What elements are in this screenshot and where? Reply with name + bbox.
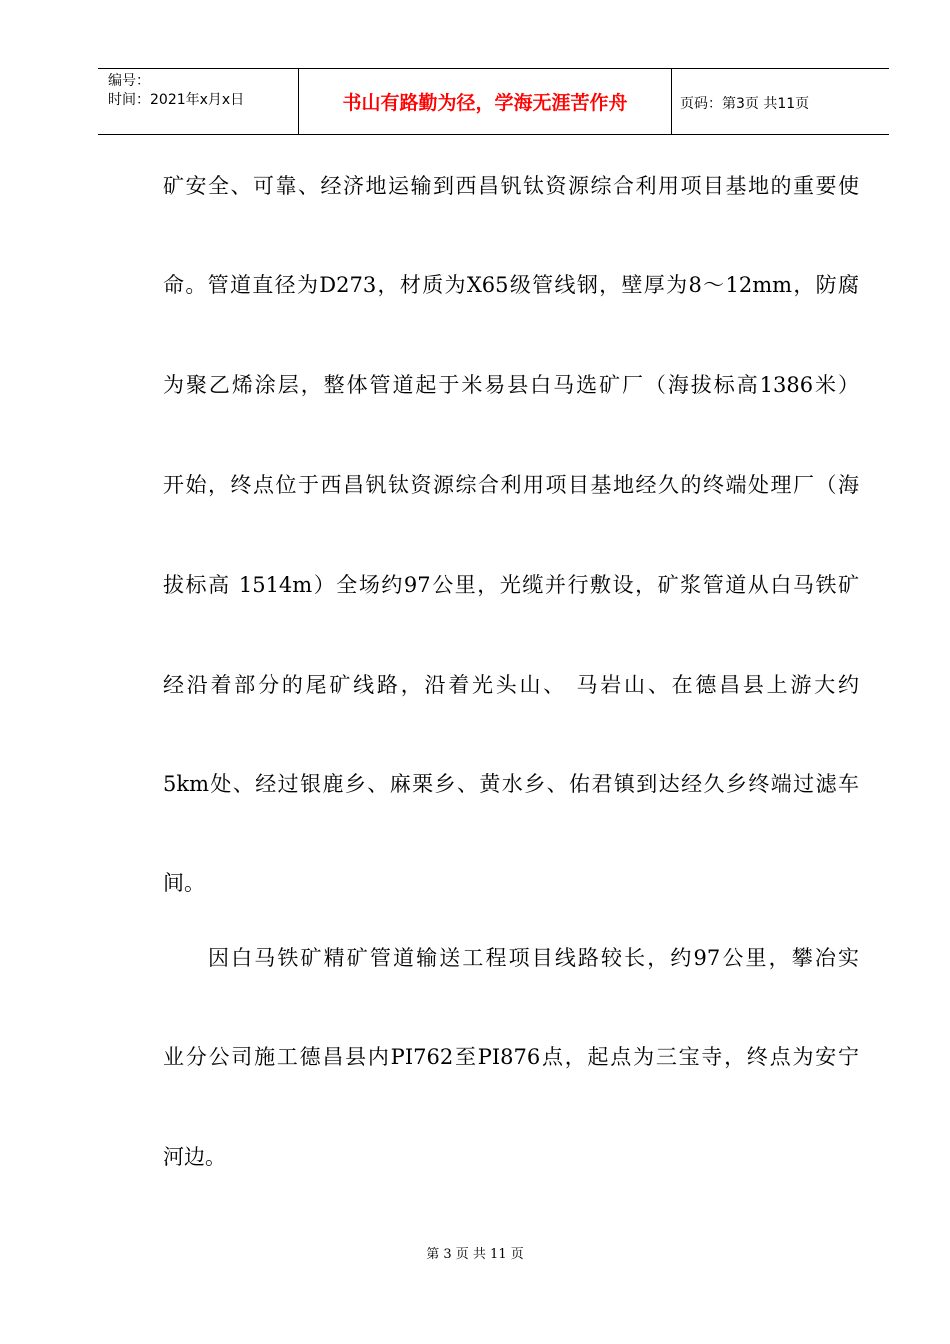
- paragraph-line: 河边。: [163, 1145, 226, 1169]
- document-time-label: 时间：2021年x月x日: [108, 92, 245, 108]
- paragraph-line: 开始，终点位于西昌钒钛资源综合利用项目基地经久的终端处理厂（海: [163, 473, 859, 497]
- paragraph-line: 经沿着部分的尾矿线路，沿着光头山、 马岩山、在德昌县上游大约: [163, 673, 859, 697]
- paragraph-line: 业分公司施工德昌县内PI762至PI876点，起点为三宝寺，终点为安宁: [163, 1045, 859, 1069]
- paragraph-line: 为聚乙烯涂层，整体管道起于米易县白马选矿厂（海拔标高1386米）: [163, 373, 859, 397]
- paragraph-line: 命。管道直径为D273，材质为X65级管线钢，壁厚为8～12mm，防腐: [163, 273, 859, 297]
- document-header: [98, 68, 889, 135]
- paragraph-line: 拔标高 1514m）全场约97公里，光缆并行敷设，矿浆管道从白马铁矿: [163, 573, 859, 597]
- page-footer: 第 3 页 共 11 页: [426, 1247, 524, 1262]
- paragraph-line: 矿安全、可靠、经济地运输到西昌钒钛资源综合利用项目基地的重要使: [163, 174, 859, 198]
- header-page-cell: [672, 69, 889, 134]
- header-motto: 书山有路勤为径，学海无涯苦作舟: [342, 92, 628, 114]
- paragraph-line: 5km处、经过银鹿乡、麻栗乡、黄水乡、佑君镇到达经久乡终端过滤车: [163, 772, 859, 796]
- header-meta-cell: [98, 69, 299, 134]
- paragraph-line-indented: 因白马铁矿精矿管道输送工程项目线路较长，约97公里，攀冶实: [208, 946, 859, 970]
- document-number-label: 编号：: [108, 73, 150, 89]
- header-page-info: 页码：第3页 共11页: [680, 96, 810, 112]
- paragraph-line: 间。: [163, 871, 205, 895]
- header-motto-cell: [299, 69, 672, 134]
